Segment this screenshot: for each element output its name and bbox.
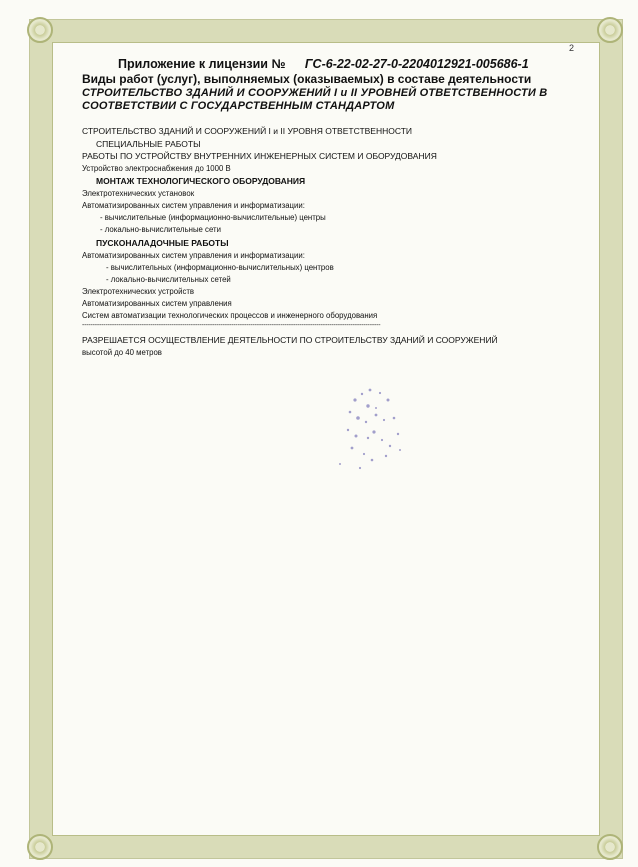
list-item: Автоматизированных систем управления и информатизации:: [82, 201, 305, 210]
activity-line-1: СТРОИТЕЛЬСТВО ЗДАНИЙ И СООРУЖЕНИЙ I и II УРОВНЕЙ ОТВЕТСТВЕННОСТИ В: [82, 87, 548, 99]
list-item: Устройство электроснабжения до 1000 В: [82, 164, 231, 173]
header-subtitle: Виды работ (услуг), выполняемых (оказываемых) в составе деятельности: [82, 72, 532, 86]
section-heading: РАБОТЫ ПО УСТРОЙСТВУ ВНУТРЕННИХ ИНЖЕНЕРНЫХ СИСТЕМ И ОБОРУДОВАНИЯ: [82, 151, 437, 161]
permission-detail: высотой до 40 метров: [82, 348, 162, 357]
separator-line: --------------------------------------------------------------------------------------------------------------------------------------------: [82, 322, 381, 329]
corner-ornament: [597, 17, 623, 43]
permission-text: РАЗРЕШАЕТСЯ ОСУЩЕСТВЛЕНИЕ ДЕЯТЕЛЬНОСТИ ПО СТРОИТЕЛЬСТВУ ЗДАНИЙ И СООРУЖЕНИЙ: [82, 335, 498, 345]
corner-ornament: [27, 17, 53, 43]
section-heading: ПУСКОНАЛАДОЧНЫЕ РАБОТЫ: [96, 238, 229, 248]
list-item: - вычислительные (информационно-вычислительные) центры: [100, 213, 326, 222]
list-item: Автоматизированных систем управления: [82, 299, 232, 308]
corner-ornament: [597, 834, 623, 860]
section-heading: СПЕЦИАЛЬНЫЕ РАБОТЫ: [96, 139, 201, 149]
section-heading: МОНТАЖ ТЕХНОЛОГИЧЕСКОГО ОБОРУДОВАНИЯ: [96, 176, 306, 186]
list-item: Электротехнических установок: [82, 189, 195, 198]
corner-ornament: [27, 834, 53, 860]
list-item: - локально-вычислительных сетей: [106, 275, 231, 284]
header-title: [118, 57, 529, 71]
list-item: - вычислительных (информационно-вычислительных) центров: [106, 263, 334, 272]
list-item: Систем автоматизации технологических процессов и инженерного оборудования: [82, 311, 378, 320]
title-prefix: Приложение к лицензии №: [118, 57, 286, 71]
page-number: 2: [569, 43, 575, 53]
license-number: ГС-6-22-02-27-0-2204012921-005686-1: [304, 57, 529, 71]
list-item: - локально-вычислительные сети: [100, 225, 221, 234]
faded-stamp: [310, 360, 430, 480]
activity-line-2: СООТВЕТСТВИИ С ГОСУДАРСТВЕННЫМ СТАНДАРТОМ: [82, 100, 395, 112]
list-item: Автоматизированных систем управления и информатизации:: [82, 251, 305, 260]
list-item: Электротехнических устройств: [82, 287, 195, 296]
section-heading: СТРОИТЕЛЬСТВО ЗДАНИЙ И СООРУЖЕНИЙ I и II УРОВНЯ ОТВЕТСТВЕННОСТИ: [82, 126, 413, 136]
